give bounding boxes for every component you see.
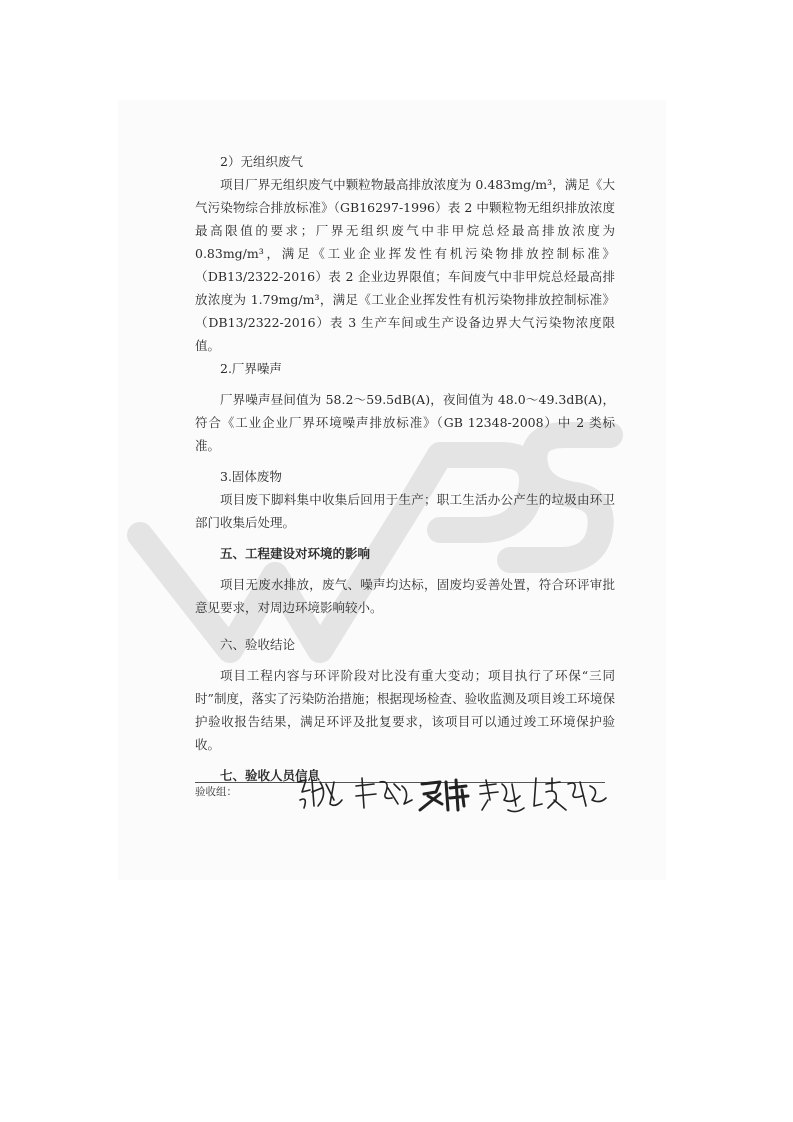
noise-paragraph: 厂界噪声昼间值为 58.2～59.5dB(A)，夜间值为 48.0～49.3dB(A)，符合《工业企业厂界环境噪声排放标准》（GB 12348-2008）中 2 类标准。 bbox=[195, 392, 615, 453]
section-6-paragraph: 项目工程内容与环评阶段对比没有重大变动；项目执行了环保“三同时”制度，落实了污染防治措施；根据现场检查、验收监测及项目竣工环境保护验收报告结果，满足环评及批复要求，该项目可以通过竣工环境保护验收。 bbox=[195, 668, 615, 752]
acceptance-group-label: 验收组： bbox=[195, 786, 237, 798]
fugitive-gas-paragraph: 项目厂界无组织废气中颗粒物最高排放浓度为 0.483mg/m³，满足《大气污染物综合排放标准》（GB16297-1996）表 2 中颗粒物无组织排放浓度最高限值的要求；厂界无组织废气中非甲烷总烃最高排放浓度为 0.83mg/m³，满足《工业企业挥发性有机污染物排放控制标准》（DB13/2322-2016）表 2 企业边界限值；车间废气中非甲烷总烃最高排放浓度为 1.79mg/m³，满足《工业企业挥发性有机污染物排放控制标准》（DB13/2322-2016）表 3 生产车间或生产设备边界大气污染物浓度限值。 bbox=[195, 177, 615, 353]
fugitive-gas-heading: 2）无组织废气 bbox=[220, 154, 303, 169]
section-5-paragraph: 项目无废水排放，废气、噪声均达标，固废均妥善处置，符合环评审批意见要求，对周边环境影响较小。 bbox=[195, 577, 615, 615]
solid-waste-heading: 3.固体废物 bbox=[220, 469, 282, 484]
section-7-heading: 七、验收人员信息 bbox=[220, 768, 321, 783]
noise-heading: 2.厂界噪声 bbox=[220, 361, 282, 376]
handwritten-signatures bbox=[290, 770, 610, 822]
document-body bbox=[195, 150, 615, 787]
section-6-heading: 六、验收结论 bbox=[220, 637, 296, 652]
section-5-heading: 五、工程建设对环境的影响 bbox=[220, 546, 371, 561]
solid-waste-paragraph: 项目废下脚料集中收集后回用于生产；职工生活办公产生的垃圾由环卫部门收集后处理。 bbox=[195, 492, 615, 530]
